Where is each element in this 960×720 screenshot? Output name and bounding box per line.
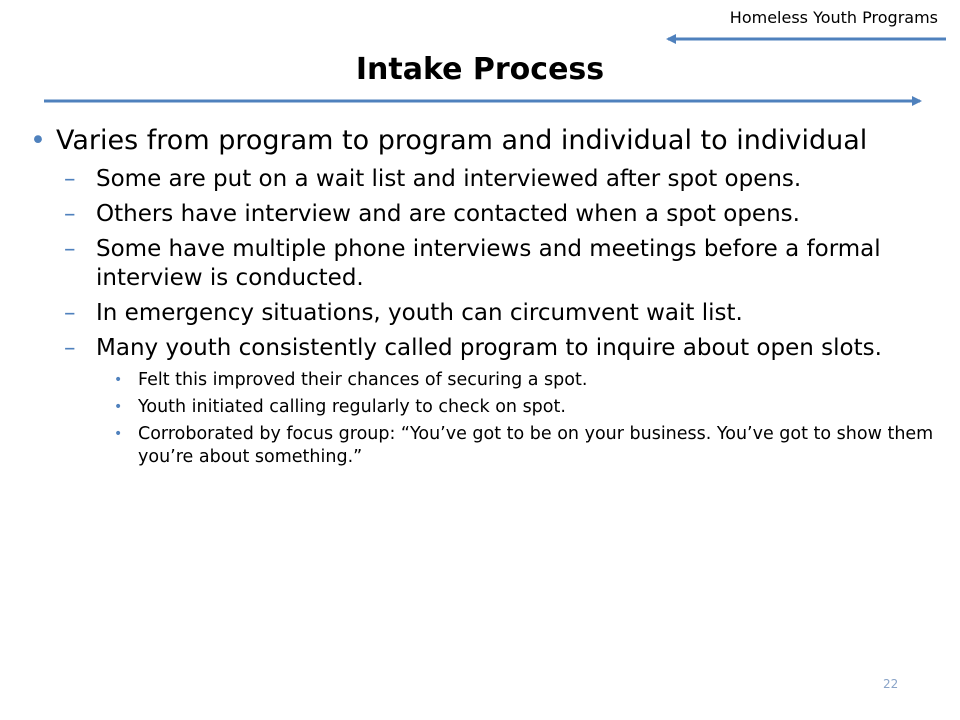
sub-sub-bullet-text: Youth initiated calling regularly to check on spot. [138, 397, 566, 417]
sub-bullet-item [30, 334, 935, 363]
dash-icon: – [64, 335, 76, 361]
sub-bullet-text: Others have interview and are contacted when a spot opens. [96, 201, 800, 227]
bullet-item [30, 124, 935, 157]
small-bullet-icon: • [114, 372, 123, 388]
sub-sub-bullet-text: Felt this improved their chances of securing a spot. [138, 370, 588, 390]
sub-bullet-item [30, 235, 935, 293]
small-bullet-icon: • [114, 399, 123, 415]
dash-icon: – [64, 201, 76, 227]
slide-body [30, 124, 935, 473]
bullet-text: Varies from program to program and individual to individual [56, 125, 868, 156]
page-number: 22 [883, 677, 899, 691]
sub-sub-bullet-item [30, 423, 935, 469]
sub-bullet-text: Some are put on a wait list and interviewed after spot opens. [96, 166, 802, 192]
sub-bullet-item [30, 165, 935, 194]
sub-sub-bullet-text: Corroborated by focus group: “You’ve got to be on your business. You’ve got to show them you’re about something.” [138, 424, 934, 467]
dash-icon: – [64, 300, 76, 326]
bullet-icon: • [30, 125, 46, 156]
sub-sub-bullet-item [30, 369, 935, 392]
sub-bullet-text: In emergency situations, youth can circumvent wait list. [96, 300, 743, 326]
section-label: Homeless Youth Programs [729, 8, 938, 27]
sub-bullet-text: Some have multiple phone interviews and meetings before a formal interview is conducted. [96, 236, 881, 291]
sub-bullet-item [30, 299, 935, 328]
dash-icon: – [64, 166, 76, 192]
dash-icon: – [64, 236, 76, 262]
sub-bullet-item [30, 200, 935, 229]
small-bullet-icon: • [114, 426, 123, 442]
slide-title: Intake Process [355, 52, 605, 87]
sub-bullet-text: Many youth consistently called program to inquire about open slots. [96, 335, 882, 361]
sub-sub-bullet-item [30, 396, 935, 419]
